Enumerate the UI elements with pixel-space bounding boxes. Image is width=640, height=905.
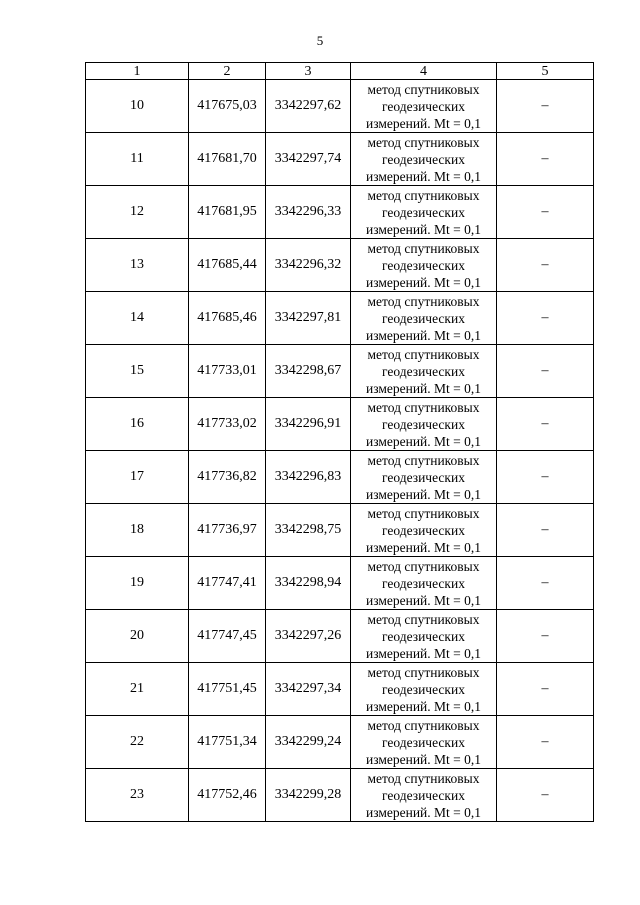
coordinate-x-cell: 417751,34 [189,716,266,769]
coordinate-x-cell: 417752,46 [189,769,266,822]
coordinate-x-cell: 417747,41 [189,557,266,610]
table-row [86,292,594,345]
method-cell [351,345,497,398]
method-line: геодезических [382,522,465,538]
coordinate-y-cell: 3342298,94 [266,557,351,610]
table-row [86,663,594,716]
note-cell: – [497,398,594,451]
method-line: метод спутниковых [367,187,480,203]
table-header [86,63,594,80]
method-line: измерений. Mt = 0,1 [365,221,482,237]
coordinate-y-cell: 3342297,34 [266,663,351,716]
method-line: геодезических [382,310,465,326]
method-line: геодезических [382,469,465,485]
method-line: измерений. Mt = 0,1 [365,645,482,661]
coordinate-y-cell: 3342298,75 [266,504,351,557]
point-number-cell: 20 [86,610,189,663]
method-line: метод спутниковых [367,293,480,309]
method-cell [351,451,497,504]
point-number-cell: 17 [86,451,189,504]
coordinate-y-cell: 3342296,33 [266,186,351,239]
coordinate-x-cell: 417736,82 [189,451,266,504]
method-line: метод спутниковых [367,717,480,733]
method-line: измерений. Mt = 0,1 [365,592,482,608]
table-row [86,610,594,663]
method-line: измерений. Mt = 0,1 [365,115,482,131]
header-col-2: 2 [189,63,266,80]
method-line: метод спутниковых [367,452,480,468]
method-cell [351,504,497,557]
coordinate-y-cell: 3342296,32 [266,239,351,292]
method-line: геодезических [382,734,465,750]
method-line: геодезических [382,628,465,644]
method-line: метод спутниковых [367,505,480,521]
point-number-cell: 16 [86,398,189,451]
method-line: геодезических [382,98,465,114]
method-line: геодезических [382,416,465,432]
page-number: 5 [316,33,324,48]
method-cell [351,80,497,133]
coordinate-y-cell: 3342296,91 [266,398,351,451]
method-line: геодезических [382,257,465,273]
method-cell [351,716,497,769]
coordinate-x-cell: 417675,03 [189,80,266,133]
method-cell [351,663,497,716]
coordinate-y-cell: 3342297,26 [266,610,351,663]
note-cell: – [497,716,594,769]
coordinate-x-cell: 417747,45 [189,610,266,663]
coordinate-x-cell: 417736,97 [189,504,266,557]
method-line: геодезических [382,204,465,220]
method-line: измерений. Mt = 0,1 [365,804,482,820]
note-cell: – [497,610,594,663]
method-line: метод спутниковых [367,240,480,256]
note-cell: – [497,451,594,504]
table-row [86,557,594,610]
note-cell: – [497,186,594,239]
method-line: измерений. Mt = 0,1 [365,168,482,184]
note-cell: – [497,557,594,610]
point-number-cell: 23 [86,769,189,822]
coordinate-y-cell: 3342297,62 [266,80,351,133]
note-cell: – [497,80,594,133]
point-number-cell: 18 [86,504,189,557]
coordinate-x-cell: 417751,45 [189,663,266,716]
method-line: метод спутниковых [367,346,480,362]
note-cell: – [497,504,594,557]
method-line: измерений. Mt = 0,1 [365,698,482,714]
note-cell: – [497,292,594,345]
method-cell [351,186,497,239]
coordinates-table [85,62,594,822]
table-row [86,451,594,504]
table-row [86,345,594,398]
method-line: измерений. Mt = 0,1 [365,433,482,449]
method-line: метод спутниковых [367,611,480,627]
point-number-cell: 12 [86,186,189,239]
coordinate-x-cell: 417685,44 [189,239,266,292]
method-cell [351,239,497,292]
method-line: метод спутниковых [367,399,480,415]
note-cell: – [497,663,594,716]
method-line: метод спутниковых [367,664,480,680]
method-cell [351,398,497,451]
method-line: измерений. Mt = 0,1 [365,751,482,767]
method-cell [351,292,497,345]
coordinate-x-cell: 417685,46 [189,292,266,345]
table-row [86,186,594,239]
point-number-cell: 10 [86,80,189,133]
method-line: измерений. Mt = 0,1 [365,486,482,502]
note-cell: – [497,133,594,186]
method-cell [351,769,497,822]
method-line: измерений. Mt = 0,1 [365,539,482,555]
table-row [86,80,594,133]
point-number-cell: 22 [86,716,189,769]
point-number-cell: 11 [86,133,189,186]
method-line: метод спутниковых [367,81,480,97]
coordinate-y-cell: 3342298,67 [266,345,351,398]
method-line: измерений. Mt = 0,1 [365,327,482,343]
coordinate-x-cell: 417681,95 [189,186,266,239]
method-line: метод спутниковых [367,134,480,150]
method-line: геодезических [382,787,465,803]
point-number-cell: 19 [86,557,189,610]
table-row [86,398,594,451]
note-cell: – [497,345,594,398]
table-body [86,80,594,822]
method-line: геодезических [382,681,465,697]
coordinate-y-cell: 3342297,81 [266,292,351,345]
method-line: геодезических [382,575,465,591]
table-row [86,504,594,557]
coordinate-y-cell: 3342299,28 [266,769,351,822]
coordinate-x-cell: 417733,02 [189,398,266,451]
method-line: измерений. Mt = 0,1 [365,380,482,396]
point-number-cell: 14 [86,292,189,345]
header-col-4: 4 [351,63,497,80]
header-col-3: 3 [266,63,351,80]
coordinate-y-cell: 3342299,24 [266,716,351,769]
note-cell: – [497,769,594,822]
coordinate-y-cell: 3342296,83 [266,451,351,504]
method-line: метод спутниковых [367,770,480,786]
method-line: геодезических [382,363,465,379]
method-line: метод спутниковых [367,558,480,574]
table-row [86,716,594,769]
method-line: измерений. Mt = 0,1 [365,274,482,290]
point-number-cell: 13 [86,239,189,292]
table-row [86,133,594,186]
method-line: геодезических [382,151,465,167]
coordinate-y-cell: 3342297,74 [266,133,351,186]
header-col-5: 5 [497,63,594,80]
header-row [86,63,594,80]
point-number-cell: 15 [86,345,189,398]
point-number-cell: 21 [86,663,189,716]
note-cell: – [497,239,594,292]
method-cell [351,610,497,663]
coordinate-x-cell: 417733,01 [189,345,266,398]
coordinate-x-cell: 417681,70 [189,133,266,186]
method-cell [351,133,497,186]
method-cell [351,557,497,610]
table-row [86,769,594,822]
table-row [86,239,594,292]
header-col-1: 1 [86,63,189,80]
